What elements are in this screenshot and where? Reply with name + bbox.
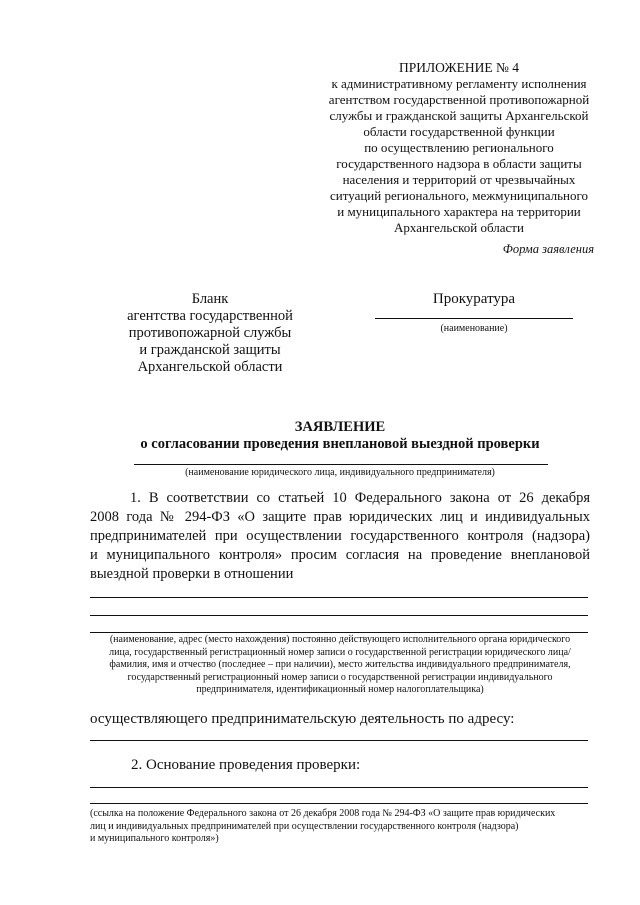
inspection-basis-field-2[interactable]	[90, 803, 588, 804]
paragraph-line: предпринимателей при осуществлении государственного контроля (надзора)	[90, 528, 590, 544]
note-line: государственный регистрационный номер записи о государственной регистрации индивидуального	[127, 671, 553, 683]
letterhead-blank	[100, 291, 320, 376]
appendix-line: Архангельской области	[394, 220, 524, 235]
appendix-line: к административному регламенту исполнения	[331, 76, 587, 91]
paragraph-1	[90, 489, 590, 584]
entity-details-field-2[interactable]	[90, 615, 588, 616]
blank-line: и гражданской защиты	[139, 342, 281, 358]
appendix-line: государственного надзора в области защиты	[336, 156, 582, 171]
prosecutor-name-field[interactable]	[375, 318, 573, 319]
note-line: предпринимателя, идентификационный номер налогоплательщика)	[196, 684, 484, 695]
note-line: (наименование, адрес (место нахождения) постоянно действующего исполнительного органа юридического	[109, 634, 571, 645]
appendix-header	[318, 60, 600, 236]
note-line: лица, государственный регистрационный номер записи о государственной регистрации юридического лица/	[109, 646, 571, 658]
entity-details-note	[90, 634, 590, 697]
entity-details-field-1[interactable]	[90, 597, 588, 598]
entity-name-hint: (наименование юридического лица, индивидуального предпринимателя)	[185, 467, 495, 478]
appendix-line: ситуаций регионального, межмуниципального	[330, 188, 588, 203]
appendix-line: агентством государственной противопожарной	[328, 92, 590, 107]
inspection-basis-field-1[interactable]	[90, 787, 588, 788]
prosecutor-block	[374, 291, 574, 334]
note-line: и муниципального контроля»)	[90, 833, 219, 844]
appendix-number: ПРИЛОЖЕНИЕ № 4	[398, 60, 520, 75]
prosecutor-hint: (наименование)	[440, 323, 508, 334]
note-line: лиц и индивидуальных предпринимателей при осуществлении государственного контроля (надзора)	[90, 820, 519, 832]
statement-title	[60, 419, 620, 453]
appendix-line: по осуществлению регионального	[364, 140, 554, 155]
inspection-basis-label: 2. Основание проведения проверки:	[131, 757, 361, 773]
form-label: Форма заявления	[502, 242, 594, 256]
appendix-line: службы и гражданской защиты Архангельской	[329, 108, 589, 123]
statement-heading: ЗАЯВЛЕНИЕ	[294, 419, 386, 435]
appendix-line: и муниципального характера на территории	[337, 204, 581, 219]
paragraph-line: 1. В соответствии со статьей 10 Федерального закона от 26 декабря	[130, 490, 590, 506]
note-line: фамилия, имя и отчество (последнее – при наличии), место жительства индивидуального предпринимателя,	[109, 659, 571, 670]
blank-line: Бланк	[191, 291, 229, 307]
blank-line: противопожарной службы	[128, 325, 292, 341]
note-line: (ссылка на положение Федерального закона от 26 декабря 2008 года № 294-ФЗ «О защите прав юридических	[90, 808, 556, 819]
appendix-line: области государственной функции	[363, 124, 555, 139]
business-address-label: осуществляющего предпринимательскую деятельность по адресу:	[90, 711, 515, 727]
blank-line: Архангельской области	[137, 359, 283, 375]
paragraph-line: выездной проверки в отношении	[90, 566, 294, 582]
entity-name-field[interactable]	[134, 464, 548, 465]
blank-line: агентства государственной	[127, 308, 293, 324]
business-address-field[interactable]	[90, 740, 588, 741]
prosecutor-title: Прокуратура	[432, 291, 516, 307]
reference-note	[90, 808, 610, 846]
appendix-line: населения и территорий от чрезвычайных	[342, 172, 576, 187]
paragraph-line: и муниципального контроля» просим согласия на проведение внеплановой	[90, 547, 590, 563]
paragraph-line: 2008 года № 294-ФЗ «О защите прав юридических лиц и индивидуальных	[90, 509, 590, 525]
entity-details-field-3[interactable]	[90, 632, 588, 633]
statement-subtitle: о согласовании проведения внеплановой выездной проверки	[140, 436, 540, 452]
